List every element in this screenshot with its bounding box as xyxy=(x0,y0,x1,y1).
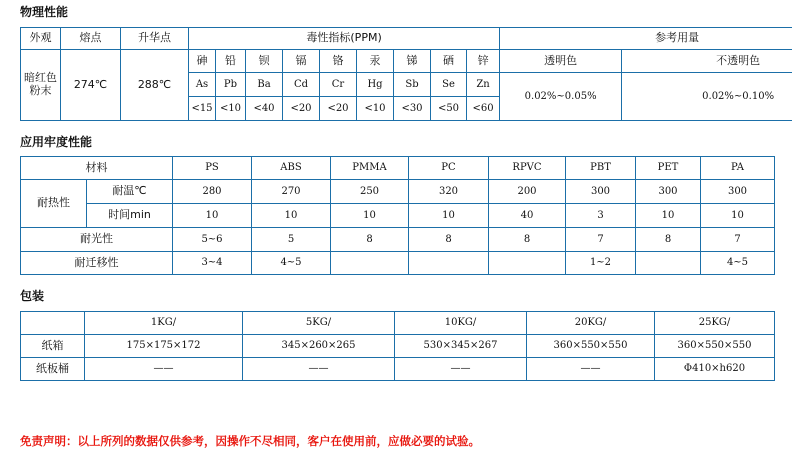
time-value: 10 xyxy=(636,204,701,228)
physical-header-row xyxy=(21,28,792,50)
physical-section-title: 物理性能 xyxy=(20,5,69,19)
element-name: 锑 xyxy=(394,50,431,73)
material-name: PC xyxy=(409,157,489,180)
element-name: 铬 xyxy=(320,50,357,73)
carton-dimension: 360×550×550 xyxy=(655,335,775,358)
material-label: 材料 xyxy=(21,157,173,180)
element-symbol: Se xyxy=(431,73,467,97)
light-value: 8 xyxy=(489,228,566,252)
temp-value: 320 xyxy=(409,180,489,204)
element-symbol: Ba xyxy=(246,73,283,97)
heat-time-row xyxy=(21,204,775,228)
carton-dimension: 530×345×267 xyxy=(395,335,527,358)
element-symbol: As xyxy=(189,73,216,97)
fastness-table xyxy=(20,156,775,275)
migration-value: 3~4 xyxy=(173,252,252,275)
time-label: 时间min xyxy=(87,204,173,228)
temp-value: 280 xyxy=(173,180,252,204)
packaging-section-title: 包装 xyxy=(20,289,45,303)
time-value: 10 xyxy=(252,204,331,228)
carton-label: 纸箱 xyxy=(21,335,85,358)
temp-value: 270 xyxy=(252,180,331,204)
element-name: 镉 xyxy=(283,50,320,73)
temp-value: 300 xyxy=(636,180,701,204)
light-value: 8 xyxy=(331,228,409,252)
package-size: 25KG/ xyxy=(655,312,775,335)
package-size-row xyxy=(21,312,775,335)
element-symbol: Cd xyxy=(283,73,320,97)
element-limit: <10 xyxy=(357,97,394,121)
light-value: 5~6 xyxy=(173,228,252,252)
material-name: PS xyxy=(173,157,252,180)
element-symbol: Sb xyxy=(394,73,431,97)
drum-dimension: —— xyxy=(243,358,395,381)
carton-dimension: 345×260×265 xyxy=(243,335,395,358)
material-name: ABS xyxy=(252,157,331,180)
material-name: PMMA xyxy=(331,157,409,180)
package-size: 20KG/ xyxy=(527,312,655,335)
element-symbol: Zn xyxy=(467,73,500,97)
migration-label: 耐迁移性 xyxy=(21,252,173,275)
appearance-header: 外观 xyxy=(21,28,61,50)
carton-row xyxy=(21,335,775,358)
material-name: PA xyxy=(701,157,775,180)
carton-dimension: 360×550×550 xyxy=(527,335,655,358)
migration-value xyxy=(489,252,566,275)
transparent-dosage-value: 0.02%~0.05% xyxy=(500,73,622,121)
material-row xyxy=(21,157,775,180)
element-symbol: Pb xyxy=(216,73,246,97)
light-value: 7 xyxy=(701,228,775,252)
physical-properties-table xyxy=(20,27,792,121)
material-name: PET xyxy=(636,157,701,180)
element-limit: <50 xyxy=(431,97,467,121)
time-value: 3 xyxy=(566,204,636,228)
package-size: 1KG/ xyxy=(85,312,243,335)
package-size: 10KG/ xyxy=(395,312,527,335)
drum-dimension: —— xyxy=(527,358,655,381)
element-name: 锌 xyxy=(467,50,500,73)
element-name: 砷 xyxy=(189,50,216,73)
temp-value: 300 xyxy=(701,180,775,204)
element-limit: <30 xyxy=(394,97,431,121)
light-value: 8 xyxy=(409,228,489,252)
drum-dimension: —— xyxy=(395,358,527,381)
migration-value xyxy=(409,252,489,275)
element-name: 硒 xyxy=(431,50,467,73)
melting-point-value: 274℃ xyxy=(61,50,121,121)
toxicity-element-row xyxy=(21,50,792,73)
sublimation-point-value: 288℃ xyxy=(121,50,189,121)
sublimation-point-header: 升华点 xyxy=(121,28,189,50)
material-name: PBT xyxy=(566,157,636,180)
package-type-header xyxy=(21,312,85,335)
element-name: 钡 xyxy=(246,50,283,73)
drum-label: 纸板桶 xyxy=(21,358,85,381)
drum-dimension: —— xyxy=(85,358,243,381)
material-name: RPVC xyxy=(489,157,566,180)
temp-value: 250 xyxy=(331,180,409,204)
heat-temp-row xyxy=(21,180,775,204)
light-value: 7 xyxy=(566,228,636,252)
carton-dimension: 175×175×172 xyxy=(85,335,243,358)
package-size: 5KG/ xyxy=(243,312,395,335)
time-value: 10 xyxy=(331,204,409,228)
element-limit: <10 xyxy=(216,97,246,121)
disclaimer-text: 免责声明：以上所列的数据仅供参考，因操作不尽相同，客户在使用前，应做必要的试验。 xyxy=(20,434,480,448)
element-limit: <60 xyxy=(467,97,500,121)
appearance-value: 暗红色粉末 xyxy=(21,50,61,121)
light-fastness-label: 耐光性 xyxy=(21,228,173,252)
element-limit: <20 xyxy=(320,97,357,121)
migration-value xyxy=(636,252,701,275)
migration-value: 4~5 xyxy=(701,252,775,275)
time-value: 10 xyxy=(173,204,252,228)
time-value: 10 xyxy=(409,204,489,228)
element-limit: <20 xyxy=(283,97,320,121)
light-value: 8 xyxy=(636,228,701,252)
drum-row xyxy=(21,358,775,381)
migration-value: 4~5 xyxy=(252,252,331,275)
opaque-dosage-value: 0.02%~0.10% xyxy=(622,73,792,121)
toxicity-header: 毒性指标(PPM) xyxy=(189,28,500,50)
element-name: 汞 xyxy=(357,50,394,73)
light-fastness-row xyxy=(21,228,775,252)
temp-value: 200 xyxy=(489,180,566,204)
light-value: 5 xyxy=(252,228,331,252)
migration-value xyxy=(331,252,409,275)
temp-label: 耐温℃ xyxy=(87,180,173,204)
element-limit: <15 xyxy=(189,97,216,121)
temp-value: 300 xyxy=(566,180,636,204)
time-value: 40 xyxy=(489,204,566,228)
fastness-section-title: 应用牢度性能 xyxy=(20,135,93,149)
element-symbol: Hg xyxy=(357,73,394,97)
dosage-header: 参考用量 xyxy=(500,28,792,50)
element-symbol: Cr xyxy=(320,73,357,97)
migration-value: 1~2 xyxy=(566,252,636,275)
opaque-label: 不透明色 xyxy=(622,50,792,73)
melting-point-header: 熔点 xyxy=(61,28,121,50)
element-limit: <40 xyxy=(246,97,283,121)
element-name: 铅 xyxy=(216,50,246,73)
time-value: 10 xyxy=(701,204,775,228)
migration-row xyxy=(21,252,775,275)
packaging-table xyxy=(20,311,775,381)
drum-dimension: Φ410×h620 xyxy=(655,358,775,381)
heat-resistance-label: 耐热性 xyxy=(21,180,87,228)
transparent-label: 透明色 xyxy=(500,50,622,73)
